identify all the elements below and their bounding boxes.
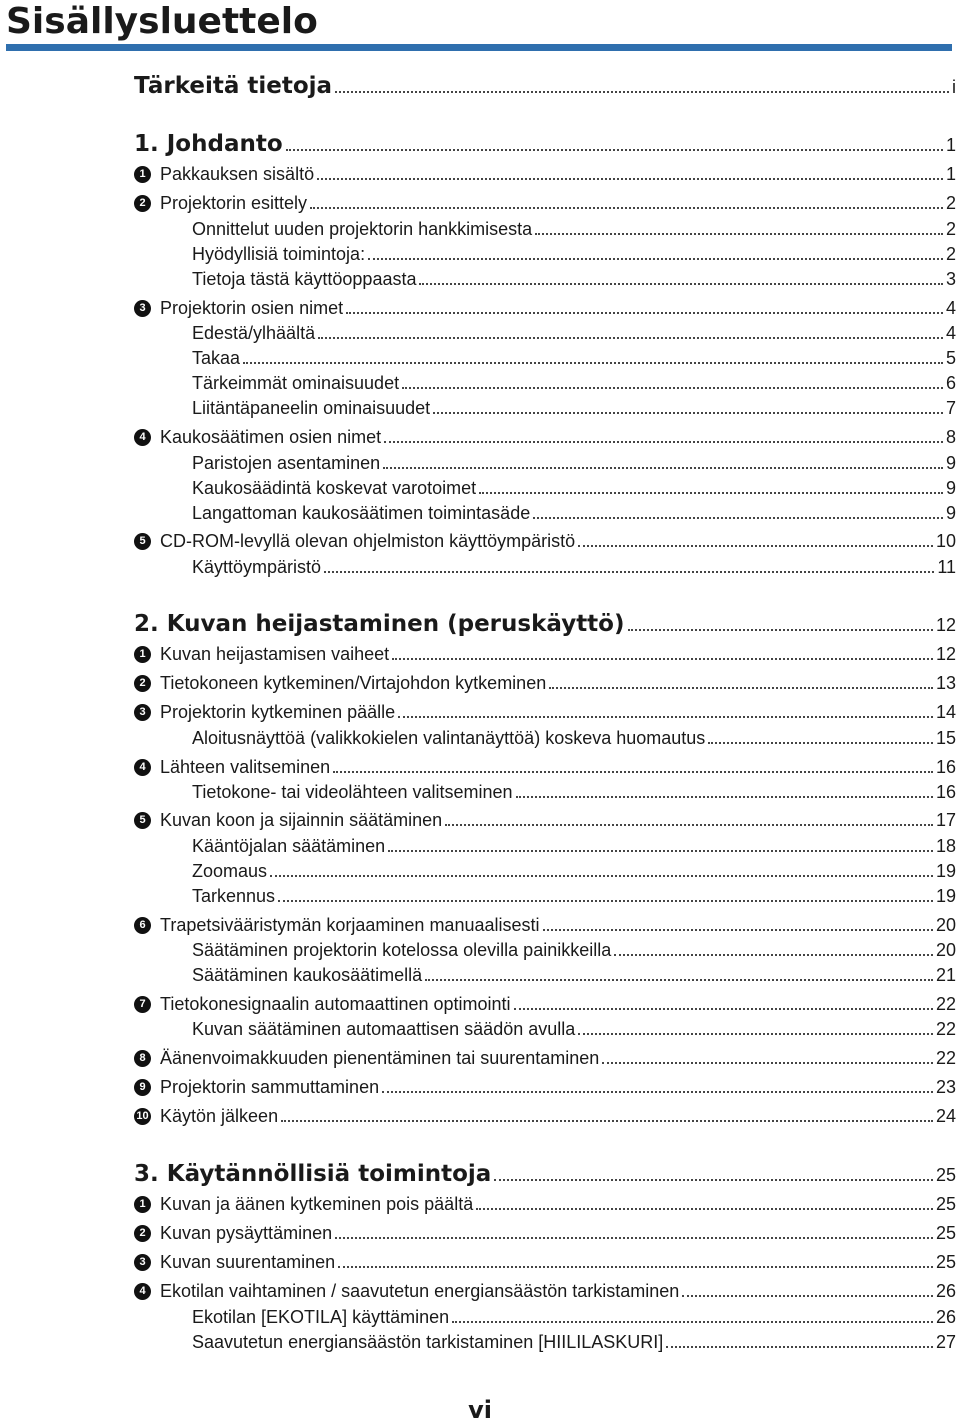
dot-leader [602,1062,933,1064]
toc-entry[interactable] [192,1018,956,1040]
toc-chapter-ch1[interactable] [134,130,956,159]
dot-leader [392,658,933,660]
toc-entry[interactable] [134,426,956,448]
entry-page-number: 26 [935,1281,956,1301]
item-number-badge: 1 [134,166,151,183]
toc-entry[interactable] [192,243,956,265]
entry-page-number: 23 [935,1077,956,1097]
dot-leader [543,929,933,931]
entry-page-number: 5 [945,348,956,368]
dot-leader [346,312,943,314]
dot-leader [516,796,933,798]
toc-entry[interactable] [192,964,956,986]
entry-label: Takaa [192,348,241,368]
entry-label: Kääntöjalan säätäminen [192,836,386,856]
toc-entry[interactable] [134,1105,956,1127]
entry-page-number: 25 [935,1223,956,1243]
item-number-badge: 6 [134,917,151,934]
entry-label: Trapetsivääristymän korjaaminen manuaalisesti [160,915,540,935]
item-number-badge: 7 [134,996,151,1013]
toc-entry[interactable] [192,727,956,749]
entry-label: Kaukosäädintä koskevat varotoimet [192,478,477,498]
toc-entry[interactable] [134,1076,956,1098]
toc-entry[interactable] [134,1251,956,1273]
entry-label: Tärkeimmät ominaisuudet [192,373,400,393]
entry-page-number: 20 [935,940,956,960]
entry-label: Säätäminen projektorin kotelossa olevilla painikkeilla [192,940,612,960]
entry-label: Projektorin esittely [160,193,308,213]
entry-label: Tietoja tästä käyttöoppaasta [192,269,417,289]
dot-leader [578,545,933,547]
entry-label: Ekotilan [EKOTILA] käyttäminen [192,1307,450,1327]
entry-page-number: 19 [935,886,956,906]
item-number-badge: 8 [134,1050,151,1067]
entry-label: CD-ROM-levyllä olevan ohjelmiston käyttöympäristö [160,531,576,551]
dot-leader [243,362,943,364]
entry-page-number: 15 [935,728,956,748]
toc-entry[interactable] [192,1331,956,1353]
item-number-badge: 9 [134,1079,151,1096]
dot-leader [514,1008,933,1010]
toc-entry[interactable] [192,397,956,419]
dot-leader [628,629,933,631]
dot-leader [425,979,933,981]
entry-page-number: 1 [945,135,956,155]
toc-entry[interactable] [134,192,956,214]
entry-label: Projektorin osien nimet [160,298,344,318]
dot-leader [708,742,933,744]
toc-entry[interactable] [192,860,956,882]
toc-entry[interactable] [134,809,956,831]
entry-page-number: i [952,77,956,97]
dot-leader [614,954,933,956]
toc-important-info[interactable] [134,72,956,101]
entry-page-number: 7 [945,398,956,418]
toc-entry[interactable] [134,297,956,319]
dot-leader [286,149,943,151]
item-number-badge: 1 [134,646,151,663]
toc-chapter-ch3[interactable] [134,1160,956,1189]
dot-leader [324,571,934,573]
dot-leader [281,1120,933,1122]
entry-page-number: 8 [945,427,956,447]
entry-page-number: 6 [945,373,956,393]
entry-label: Kuvan säätäminen automaattisen säädön avulla [192,1019,576,1039]
item-number-badge: 5 [134,812,151,829]
toc-chapter-ch2[interactable] [134,610,956,639]
entry-page-number: 18 [935,836,956,856]
toc-entry[interactable] [192,502,956,524]
entry-label: Tärkeitä tietoja [134,73,333,99]
dot-leader [270,875,933,877]
toc-entry[interactable] [192,322,956,344]
item-number-badge: 4 [134,759,151,776]
entry-label: Langattoman kaukosäätimen toimintasäde [192,503,531,523]
entry-label: Pakkauksen sisältö [160,164,315,184]
entry-page-number: 25 [935,1165,956,1185]
toc-entry[interactable] [192,268,956,290]
entry-label: Edestä/ylhäältä [192,323,316,343]
entry-label: Kaukosäätimen osien nimet [160,427,382,447]
entry-page-number: 25 [935,1194,956,1214]
dot-leader [476,1208,933,1210]
item-number-badge: 3 [134,704,151,721]
entry-page-number: 9 [945,453,956,473]
item-number-badge: 2 [134,1225,151,1242]
entry-page-number: 12 [935,644,956,664]
toc-entry[interactable] [192,452,956,474]
entry-label: 1. Johdanto [134,131,283,157]
entry-label: Tietokoneen kytkeminen/Virtajohdon kytkeminen [160,673,547,693]
entry-label: Käytön jälkeen [160,1106,279,1126]
entry-label: Käyttöympäristö [192,557,322,577]
dot-leader [402,387,943,389]
dot-leader [533,517,943,519]
toc-entry[interactable] [192,347,956,369]
entry-page-number: 20 [935,915,956,935]
dot-leader [398,716,933,718]
toc-entry[interactable] [192,556,956,578]
item-number-badge: 4 [134,429,151,446]
entry-label: Tarkennus [192,886,276,906]
item-number-badge: 4 [134,1283,151,1300]
entry-label: Hyödyllisiä toimintoja: [192,244,366,264]
item-number-badge: 2 [134,675,151,692]
dot-leader [278,900,933,902]
item-number-badge: 3 [134,300,151,317]
entry-page-number: 13 [935,673,956,693]
entry-page-number: 2 [945,193,956,213]
dot-leader [382,1091,933,1093]
entry-page-number: 21 [935,965,956,985]
toc-entry[interactable] [134,914,956,936]
dot-leader [335,1237,933,1239]
dot-leader [388,850,933,852]
entry-label: Äänenvoimakkuuden pienentäminen tai suurentaminen [160,1048,600,1068]
entry-page-number: 24 [935,1106,956,1126]
dot-leader [384,441,943,443]
entry-page-number: 9 [945,478,956,498]
dot-leader [682,1295,933,1297]
toc-entry[interactable] [134,163,956,185]
toc-entry[interactable] [134,1193,956,1215]
toc-entry[interactable] [134,993,956,1015]
toc-entry[interactable] [134,672,956,694]
toc-entry[interactable] [134,1047,956,1069]
entry-label: Kuvan ja äänen kytkeminen pois päältä [160,1194,474,1214]
entry-label: Ekotilan vaihtaminen / saavutetun energiansäästön tarkistaminen [160,1281,680,1301]
entry-page-number: 10 [935,531,956,551]
toc-entry[interactable] [134,643,956,665]
toc-entry[interactable] [192,477,956,499]
dot-leader [666,1346,933,1348]
toc-entry[interactable] [192,939,956,961]
entry-label: Kuvan koon ja sijainnin säätäminen [160,810,443,830]
title-underline [6,44,952,51]
dot-leader [383,467,943,469]
entry-page-number: 4 [945,298,956,318]
toc-entry[interactable] [192,1306,956,1328]
entry-page-number: 1 [945,164,956,184]
entry-label: Saavutetun energiansäästön tarkistaminen [HIILILASKURI] [192,1332,664,1352]
item-number-badge: 10 [134,1108,151,1125]
entry-label: 2. Kuvan heijastaminen (peruskäyttö) [134,611,625,637]
entry-label: Tietokonesignaalin automaattinen optimointi [160,994,511,1014]
entry-page-number: 26 [935,1307,956,1327]
toc-entry[interactable] [192,835,956,857]
dot-leader [479,492,943,494]
entry-page-number: 12 [935,615,956,635]
entry-label: Onnittelut uuden projektorin hankkimisesta [192,219,533,239]
entry-page-number: 2 [945,244,956,264]
entry-page-number: 3 [945,269,956,289]
entry-label: 3. Käytännöllisiä toimintoja [134,1161,492,1187]
toc-entry[interactable] [134,701,956,723]
dot-leader [318,337,943,339]
entry-label: Kuvan suurentaminen [160,1252,336,1272]
entry-label: Projektorin kytkeminen päälle [160,702,396,722]
item-number-badge: 3 [134,1254,151,1271]
dot-leader [494,1179,933,1181]
dot-leader [433,412,943,414]
item-number-badge: 1 [134,1196,151,1213]
toc-entry[interactable] [134,756,956,778]
entry-label: Projektorin sammuttaminen [160,1077,380,1097]
dot-leader [549,687,933,689]
toc-entry[interactable] [134,1280,956,1302]
dot-leader [578,1033,933,1035]
toc-entry[interactable] [192,885,956,907]
entry-label: Lähteen valitseminen [160,757,331,777]
item-number-badge: 5 [134,533,151,550]
dot-leader [338,1266,933,1268]
entry-label: Kuvan heijastamisen vaiheet [160,644,390,664]
dot-leader [368,258,943,260]
dot-leader [535,233,943,235]
entry-page-number: 16 [935,757,956,777]
page-number: vi [468,1396,492,1424]
toc-entry[interactable] [192,372,956,394]
entry-page-number: 22 [935,994,956,1014]
dot-leader [445,824,933,826]
entry-page-number: 16 [935,782,956,802]
toc-entry[interactable] [192,218,956,240]
entry-label: Zoomaus [192,861,268,881]
entry-label: Aloitusnäyttöä (valikkokielen valintanäyttöä) koskeva huomautus [192,728,706,748]
entry-page-number: 22 [935,1019,956,1039]
toc-entry[interactable] [134,530,956,552]
dot-leader [452,1321,933,1323]
entry-label: Paristojen asentaminen [192,453,381,473]
entry-page-number: 11 [937,557,956,577]
entry-page-number: 4 [945,323,956,343]
dot-leader [317,178,943,180]
entry-label: Säätäminen kaukosäätimellä [192,965,423,985]
entry-page-number: 25 [935,1252,956,1272]
entry-label: Liitäntäpaneelin ominaisuudet [192,398,431,418]
entry-page-number: 2 [945,219,956,239]
entry-page-number: 14 [935,702,956,722]
item-number-badge: 2 [134,195,151,212]
entry-page-number: 17 [935,810,956,830]
dot-leader [335,91,949,93]
page-title: Sisällysluettelo [6,1,318,42]
dot-leader [310,207,943,209]
toc-entry[interactable] [134,1222,956,1244]
entry-page-number: 27 [935,1332,956,1352]
entry-label: Tietokone- tai videolähteen valitseminen [192,782,513,802]
entry-page-number: 22 [935,1048,956,1068]
entry-page-number: 9 [945,503,956,523]
dot-leader [333,771,933,773]
entry-page-number: 19 [935,861,956,881]
entry-label: Kuvan pysäyttäminen [160,1223,333,1243]
toc-entry[interactable] [192,781,956,803]
dot-leader [419,283,943,285]
